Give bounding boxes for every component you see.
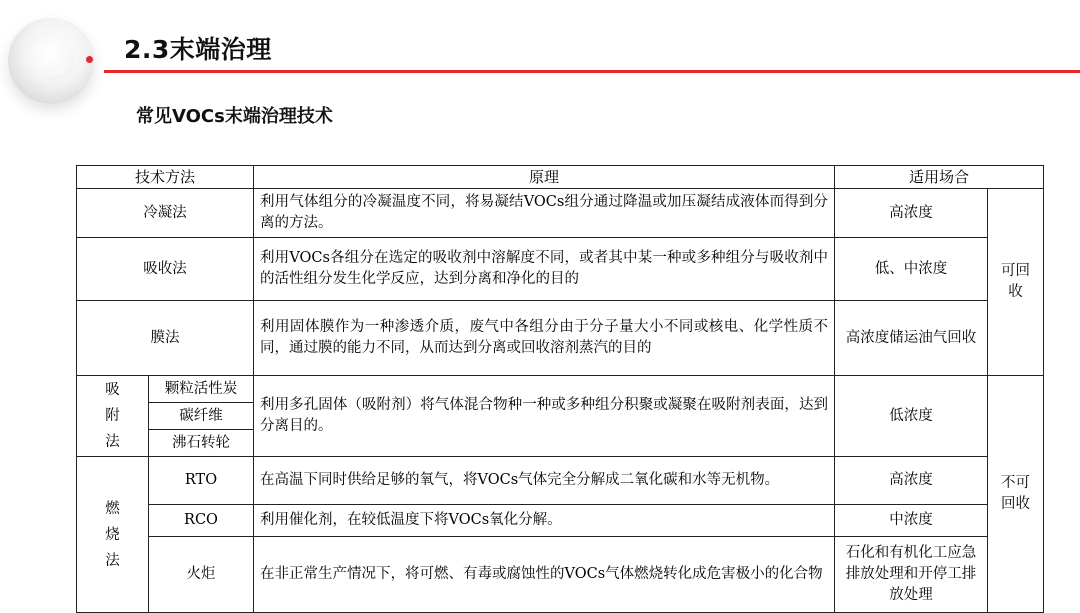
table-row	[77, 189, 1044, 238]
recover-yes-cell: 可回收	[988, 189, 1044, 376]
header-scenario: 适用场合	[835, 166, 1044, 189]
principle-cell: 利用固体膜作为一种渗透介质，废气中各组分由于分子量大小不同或核电、化学性质不同，通过膜的能力不同，从而达到分离或回收溶剂蒸汽的目的	[254, 301, 835, 376]
method-cell: 膜法	[77, 301, 254, 376]
sub-method-cell: 火炬	[149, 537, 254, 613]
scenario-cell: 石化和有机化工应急排放处理和开停工排放处理	[835, 537, 988, 613]
scenario-cell: 低浓度	[835, 376, 988, 457]
header-principle: 原理	[254, 166, 835, 189]
group-cell-combustion: 燃烧法	[77, 457, 149, 613]
sub-method-cell: RTO	[149, 457, 254, 505]
table-row	[77, 238, 1044, 301]
decorative-inner-circle	[30, 36, 74, 80]
principle-cell: 利用气体组分的冷凝温度不同，将易凝结VOCs组分通过降温或加压凝结成液体而得到分离的方法。	[254, 189, 835, 238]
title-underline	[104, 70, 1080, 73]
table-row	[77, 301, 1044, 376]
voc-treatment-table	[76, 165, 1044, 613]
table-row	[77, 457, 1044, 505]
sub-method-cell: 沸石转轮	[149, 430, 254, 457]
page-title: 2.3末端治理	[124, 35, 272, 64]
principle-cell: 利用VOCs各组分在选定的吸收剂中溶解度不同，或者其中某一种或多种组分与吸收剂中的活性组分发生化学反应，达到分离和净化的目的	[254, 238, 835, 301]
sub-method-cell: RCO	[149, 505, 254, 537]
decorative-red-dot	[86, 56, 93, 63]
scenario-cell: 高浓度	[835, 189, 988, 238]
section-subtitle: 常见VOCs末端治理技术	[136, 106, 333, 127]
table-header-row	[77, 166, 1044, 189]
group-cell-adsorption: 吸附法	[77, 376, 149, 457]
method-cell: 冷凝法	[77, 189, 254, 238]
sub-method-cell: 碳纤维	[149, 403, 254, 430]
sub-method-cell: 颗粒活性炭	[149, 376, 254, 403]
principle-cell: 利用多孔固体（吸附剂）将气体混合物种一种或多种组分积聚或凝聚在吸附剂表面，达到分离目的。	[254, 376, 835, 457]
scenario-cell: 高浓度储运油气回收	[835, 301, 988, 376]
principle-cell: 利用催化剂，在较低温度下将VOCs氧化分解。	[254, 505, 835, 537]
method-cell: 吸收法	[77, 238, 254, 301]
recover-no-cell: 不可回收	[988, 376, 1044, 613]
scenario-cell: 低、中浓度	[835, 238, 988, 301]
scenario-cell: 中浓度	[835, 505, 988, 537]
principle-cell: 在高温下同时供给足够的氧气，将VOCs气体完全分解成二氧化碳和水等无机物。	[254, 457, 835, 505]
table-row	[77, 376, 1044, 403]
scenario-cell: 高浓度	[835, 457, 988, 505]
principle-cell: 在非正常生产情况下，将可燃、有毒或腐蚀性的VOCs气体燃烧转化成危害极小的化合物	[254, 537, 835, 613]
header-method: 技术方法	[77, 166, 254, 189]
table-row	[77, 505, 1044, 537]
table-row	[77, 537, 1044, 613]
